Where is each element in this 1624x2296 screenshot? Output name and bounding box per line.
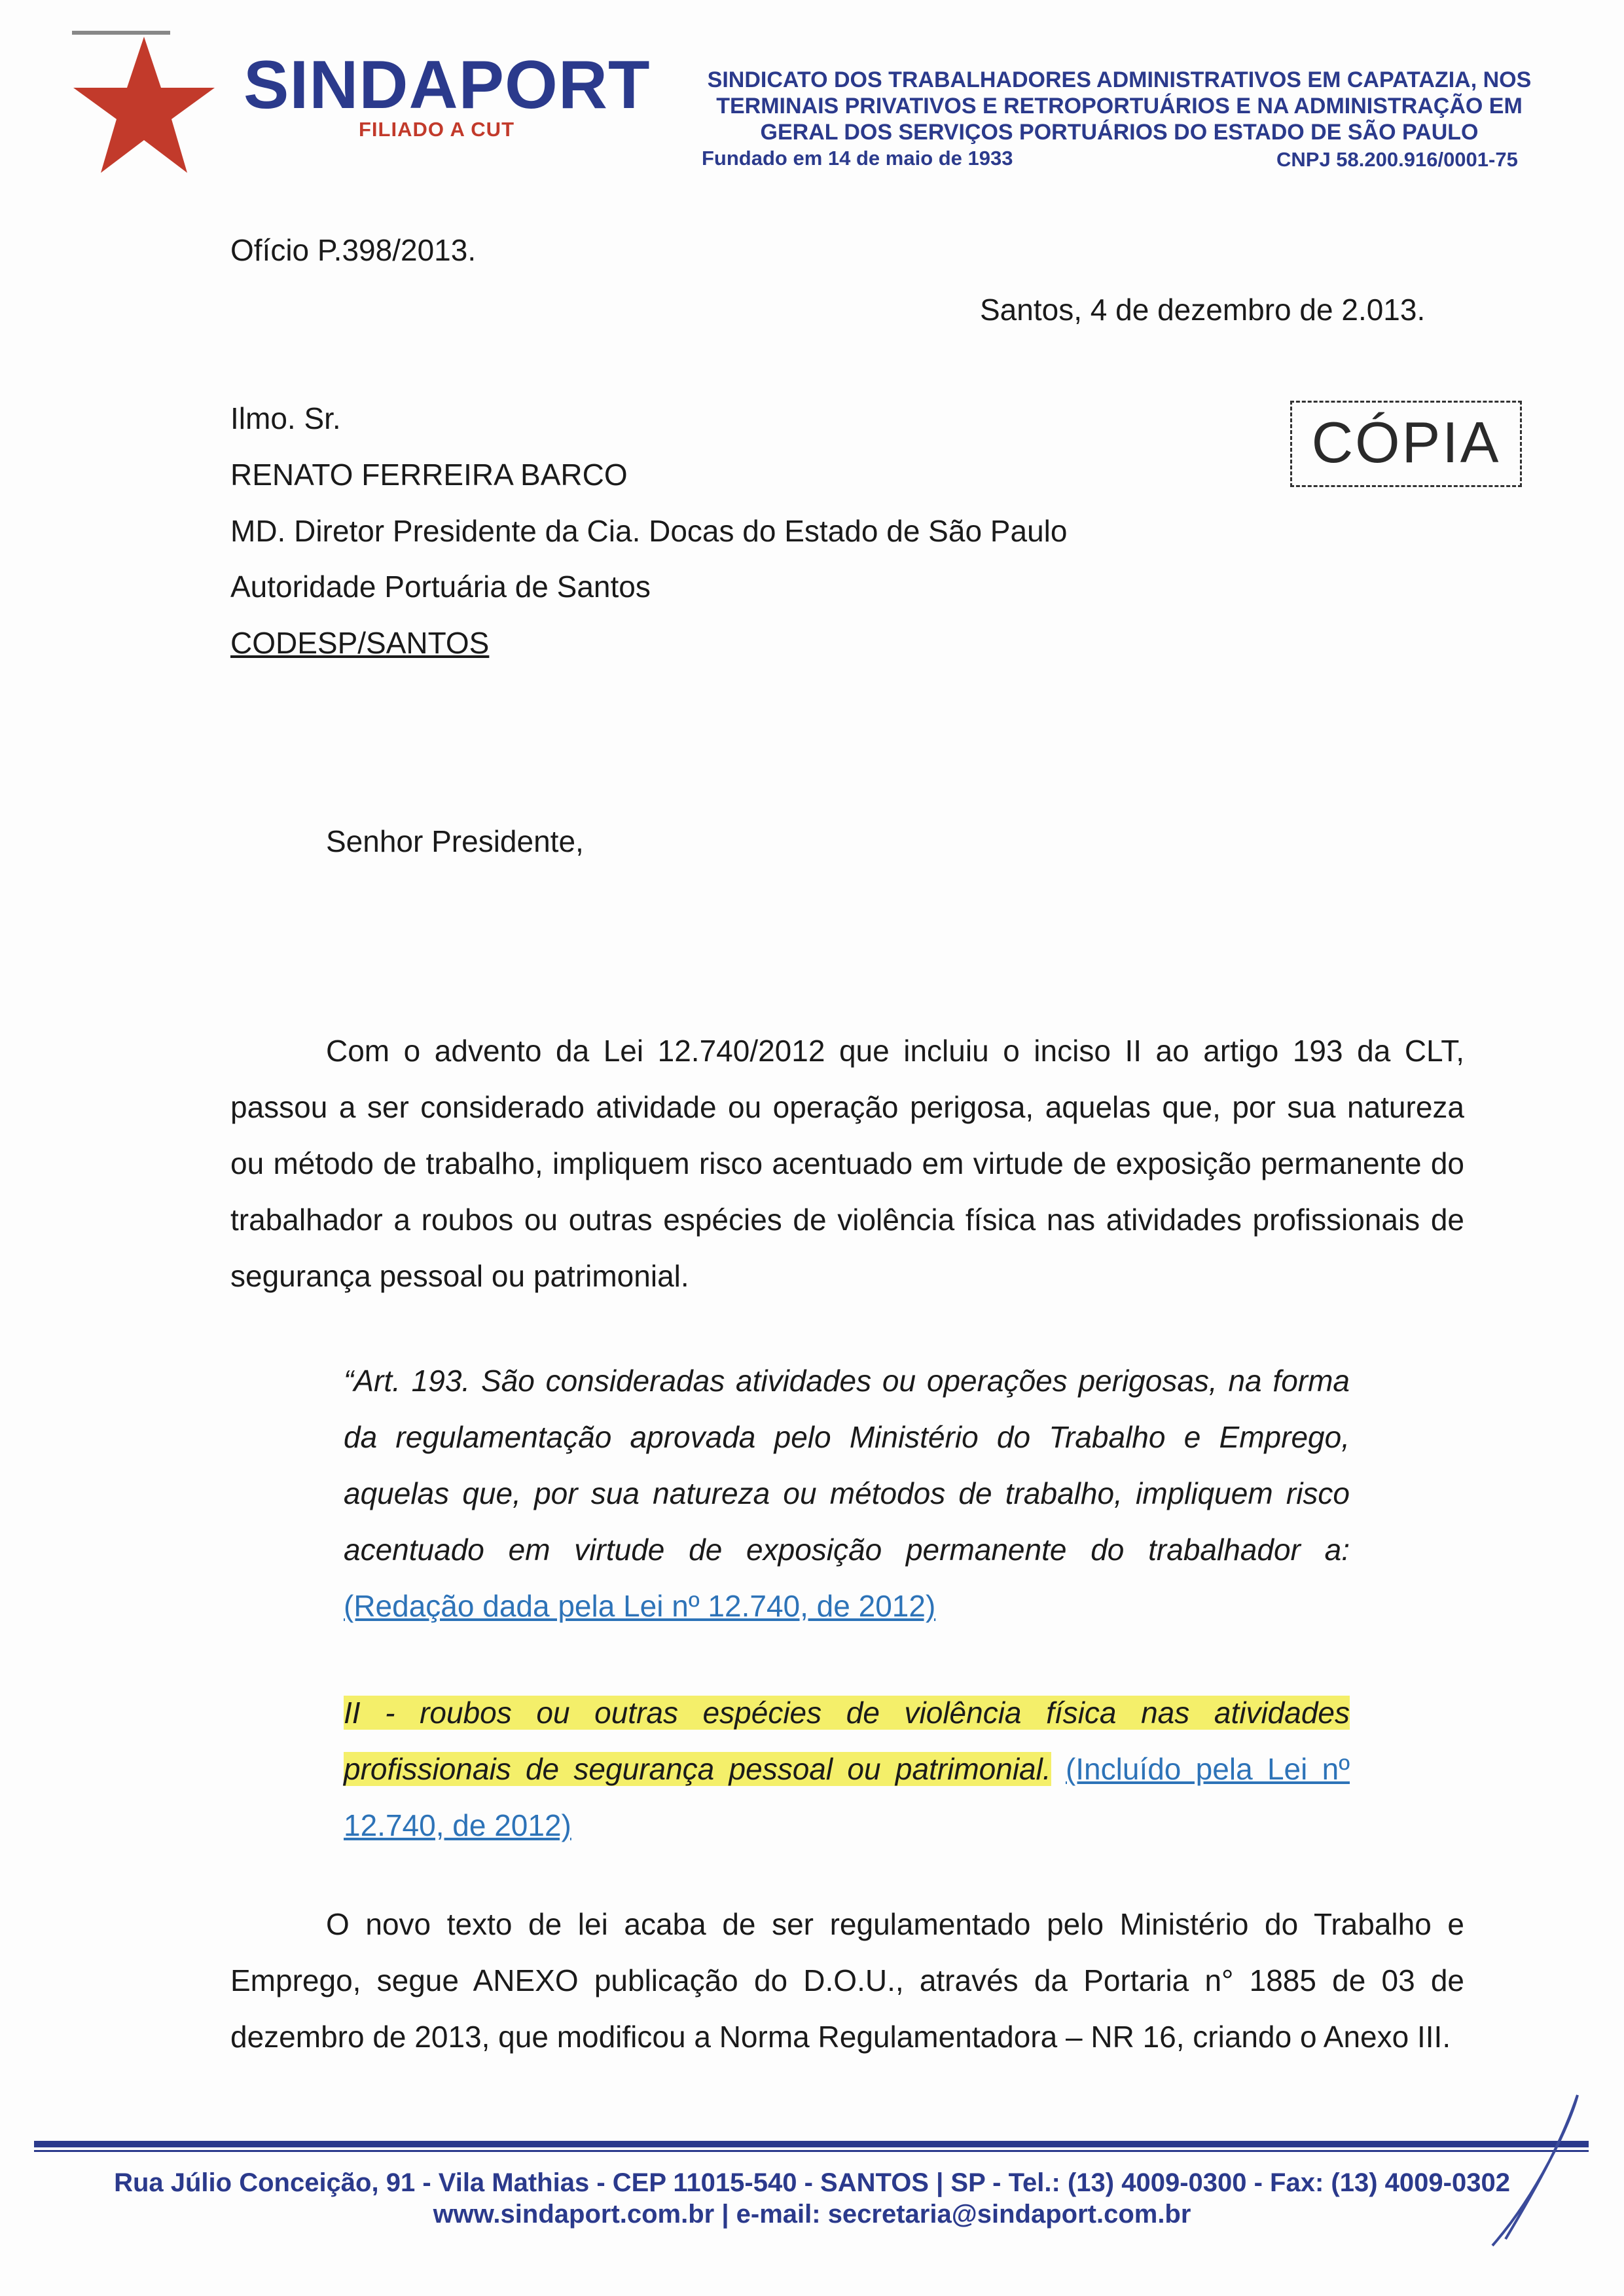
salutation: Senhor Presidente, (326, 824, 584, 858)
recipient-name: RENATO FERREIRA BARCO (230, 458, 628, 492)
law-reference-link[interactable]: (Redação dada pela Lei nº 12.740, de 2012) (344, 1589, 936, 1623)
brand-affiliation: FILIADO A CUT (359, 118, 515, 141)
red-star-icon (65, 27, 223, 178)
footer-address: Rua Júlio Conceição, 91 - Vila Mathias - CEP 11015-540 - SANTOS | SP - Tel.: (13) 4009-0300 - Fax: (13) 4009-0302 (114, 2168, 1510, 2197)
law-reference-link[interactable]: (Incluído pela Lei nº 12.740, de 2012) (344, 1752, 1350, 1842)
cnpj-number: CNPJ 58.200.916/0001-75 (1276, 148, 1518, 171)
copy-stamp-text: CÓPIA (1311, 410, 1501, 475)
letter-date: Santos, 4 de dezembro de 2.013. (980, 293, 1426, 327)
law-quote-inciso (344, 1685, 1350, 1853)
footer-divider (34, 2141, 1589, 2147)
law-quote-article (344, 1353, 1350, 1634)
recipient-title: Ilmo. Sr. (230, 401, 341, 435)
founded-date: Fundado em 14 de maio de 1933 (702, 147, 1013, 170)
brand-name: SINDAPORT (244, 47, 651, 123)
recipient-org: Autoridade Portuária de Santos (230, 570, 651, 604)
signature-mark (1466, 2082, 1604, 2252)
org-line: SINDICATO DOS TRABALHADORES ADMINISTRATIVOS EM CAPATAZIA, NOS (707, 67, 1532, 92)
body-paragraph: O novo texto de lei acaba de ser regulamentado pelo Ministério do Trabalho e Emprego, segue ANEXO publicação do D.O.U., através da Portaria n° 1885 de 03 de dezembro de 2013, que modificou a Norma Regulamentadora – NR 16, criando o Anexo III. (230, 1907, 1464, 2054)
footer-contact: www.sindaport.com.br | e-mail: secretaria@sindaport.com.br (433, 2200, 1191, 2229)
org-line: GERAL DOS SERVIÇOS PORTUÁRIOS DO ESTADO DE SÃO PAULO (760, 120, 1479, 145)
body-paragraph: Com o advento da Lei 12.740/2012 que incluiu o inciso II ao artigo 193 da CLT, passou a ser considerado atividade ou operação perigosa, aquelas que, por sua natureza ou método de trabalho, impliquem risco acentuado em virtude de exposição permanente do trabalhador a roubos ou outras espécies de violência física nas atividades profissionais de segurança pessoal ou patrimonial. (230, 1034, 1464, 1293)
recipient-unit: CODESP/SANTOS (230, 626, 490, 660)
highlighted-text: II - roubos ou outras espécies de violência física nas atividades profissionais de segurança pessoal ou patrimonial. (344, 1696, 1350, 1786)
recipient-role: MD. Diretor Presidente da Cia. Docas do Estado de São Paulo (230, 514, 1068, 548)
organization-name (687, 67, 1551, 145)
org-line: TERMINAIS PRIVATIVOS E RETROPORTUÁRIOS E NA ADMINISTRAÇÃO EM (716, 94, 1523, 118)
copy-stamp (1290, 401, 1522, 487)
footer-divider (34, 2150, 1589, 2152)
letter-reference: Ofício P.398/2013. (230, 233, 477, 267)
law-quote-text: “Art. 193. São consideradas atividades ou operações perigosas, na forma da regulamentação aprovada pelo Ministério do Trabalho e Emprego, aquelas que, por sua natureza ou métodos de trabalho, impliquem risco acentuado em virtude de exposição permanente do trabalhador a: (344, 1364, 1350, 1567)
